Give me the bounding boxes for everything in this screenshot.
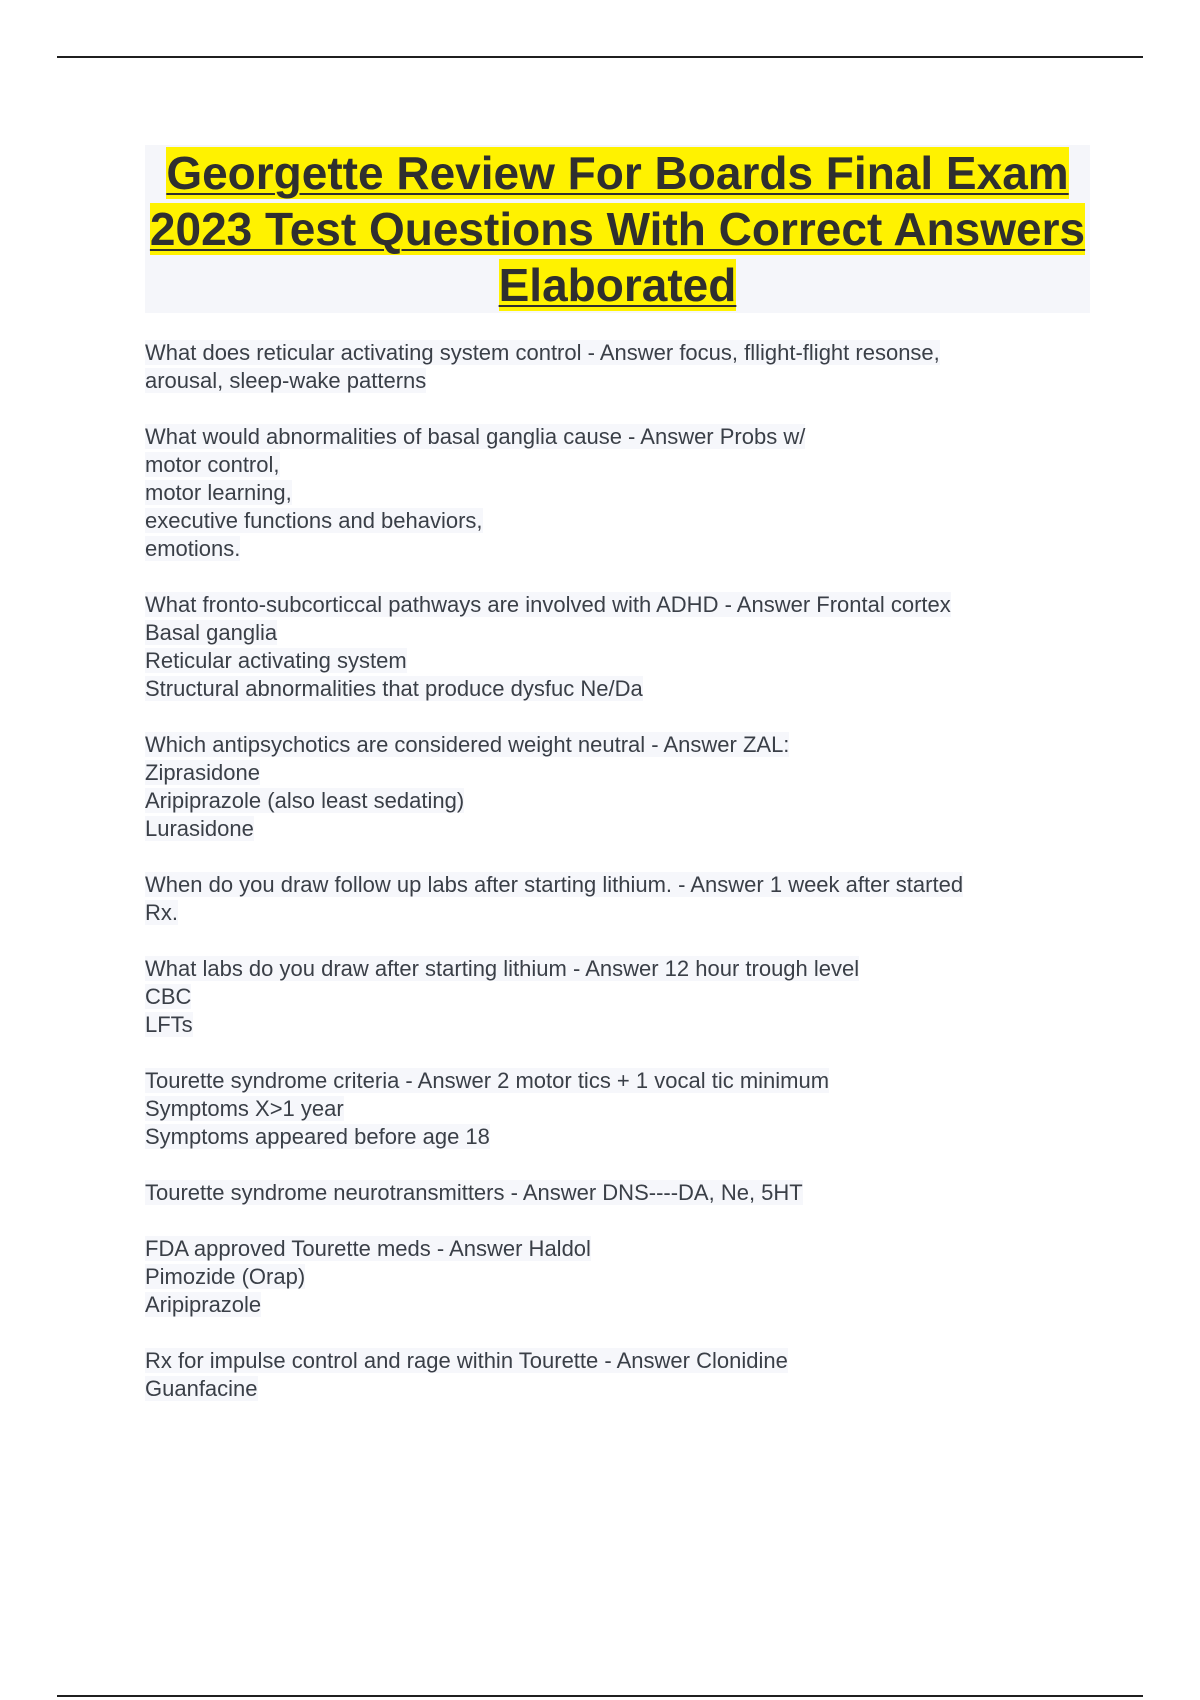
qa-line-text: motor learning, — [145, 480, 292, 505]
qa-line-text: Structural abnormalities that produce dysfuc Ne/Da — [145, 676, 643, 701]
qa-line-text: What fronto-subcorticcal pathways are involved with ADHD - Answer Frontal cortex — [145, 592, 951, 617]
qa-answer-line — [145, 815, 1065, 843]
top-rule — [57, 56, 1143, 58]
qa-entry — [145, 339, 1065, 395]
qa-answer-line — [145, 1095, 1065, 1123]
qa-answer-line — [145, 1291, 1065, 1319]
qa-entry — [145, 1179, 1065, 1207]
document-title-text: Georgette Review For Boards Final Exam 2023 Test Questions With Correct Answers Elaborated — [149, 147, 1086, 311]
qa-line-text: Aripiprazole (also least sedating) — [145, 788, 465, 813]
qa-line-text: motor control, — [145, 452, 280, 477]
qa-line-text: Ziprasidone — [145, 760, 260, 785]
qa-entry — [145, 423, 1065, 563]
qa-entry — [145, 955, 1065, 1039]
qa-list — [145, 339, 1065, 1431]
qa-line-text: Basal ganglia — [145, 620, 278, 645]
qa-question-line — [145, 871, 1065, 899]
qa-line-text: Rx. — [145, 900, 178, 925]
qa-entry — [145, 731, 1065, 843]
qa-line-text: Symptoms appeared before age 18 — [145, 1124, 490, 1149]
qa-question-line — [145, 591, 1065, 619]
qa-answer-line — [145, 507, 1065, 535]
qa-question-line — [145, 731, 1065, 759]
qa-line-text: executive functions and behaviors, — [145, 508, 483, 533]
qa-line-text: LFTs — [145, 1012, 193, 1037]
qa-answer-line — [145, 787, 1065, 815]
qa-line-text: What would abnormalities of basal ganglia cause - Answer Probs w/ — [145, 424, 806, 449]
qa-line-text: Aripiprazole — [145, 1292, 262, 1317]
qa-question-line — [145, 339, 1065, 367]
qa-question-line — [145, 1347, 1065, 1375]
qa-line-text: Tourette syndrome neurotransmitters - Answer DNS----DA, Ne, 5HT — [145, 1180, 803, 1205]
qa-line-text: Lurasidone — [145, 816, 254, 841]
qa-question-line — [145, 1067, 1065, 1095]
qa-answer-line — [145, 535, 1065, 563]
qa-answer-line — [145, 367, 1065, 395]
qa-answer-line — [145, 983, 1065, 1011]
qa-answer-line — [145, 1375, 1065, 1403]
qa-line-text: What does reticular activating system control - Answer focus, fllight-flight resonse, — [145, 340, 940, 365]
qa-answer-line — [145, 759, 1065, 787]
qa-answer-line — [145, 479, 1065, 507]
qa-line-text: CBC — [145, 984, 192, 1009]
qa-line-text: When do you draw follow up labs after starting lithium. - Answer 1 week after started — [145, 872, 964, 897]
qa-answer-line — [145, 451, 1065, 479]
document-title — [145, 145, 1090, 313]
qa-line-text: Which antipsychotics are considered weight neutral - Answer ZAL: — [145, 732, 790, 757]
qa-entry — [145, 1347, 1065, 1403]
qa-line-text: What labs do you draw after starting lithium - Answer 12 hour trough level — [145, 956, 860, 981]
qa-answer-line — [145, 1263, 1065, 1291]
bottom-rule — [57, 1695, 1143, 1697]
qa-answer-line — [145, 899, 1065, 927]
qa-entry — [145, 1235, 1065, 1319]
qa-answer-line — [145, 1123, 1065, 1151]
qa-entry — [145, 871, 1065, 927]
qa-line-text: Rx for impulse control and rage within Tourette - Answer Clonidine — [145, 1348, 788, 1373]
qa-entry — [145, 1067, 1065, 1151]
qa-question-line — [145, 1179, 1065, 1207]
qa-line-text: Tourette syndrome criteria - Answer 2 motor tics + 1 vocal tic minimum — [145, 1068, 830, 1093]
qa-line-text: Guanfacine — [145, 1376, 258, 1401]
qa-answer-line — [145, 647, 1065, 675]
qa-line-text: arousal, sleep-wake patterns — [145, 368, 427, 393]
qa-line-text: Reticular activating system — [145, 648, 407, 673]
qa-line-text: Symptoms X>1 year — [145, 1096, 344, 1121]
qa-question-line — [145, 955, 1065, 983]
qa-answer-line — [145, 619, 1065, 647]
qa-line-text: emotions. — [145, 536, 241, 561]
qa-entry — [145, 591, 1065, 703]
qa-question-line — [145, 423, 1065, 451]
title-box — [145, 145, 1090, 313]
qa-line-text: Pimozide (Orap) — [145, 1264, 306, 1289]
qa-line-text: FDA approved Tourette meds - Answer Haldol — [145, 1236, 591, 1261]
qa-answer-line — [145, 1011, 1065, 1039]
qa-question-line — [145, 1235, 1065, 1263]
qa-answer-line — [145, 675, 1065, 703]
